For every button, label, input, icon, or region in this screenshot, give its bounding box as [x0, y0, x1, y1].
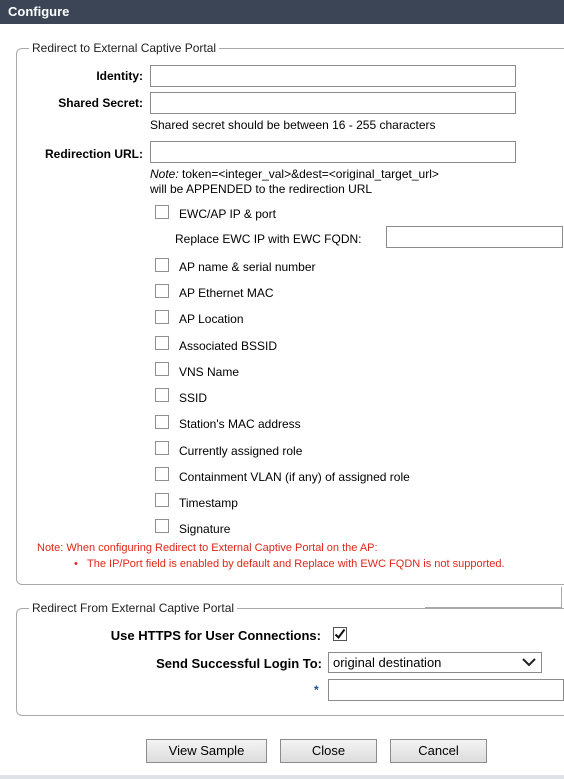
- note-text: token=<integer_val>&dest=<original_target_url>: [178, 167, 439, 181]
- current-role-checkbox[interactable]: [155, 441, 169, 455]
- send-login-select[interactable]: [328, 652, 542, 673]
- dialog-title: Configure: [0, 0, 564, 24]
- use-https-label: Use HTTPS for User Connections:: [110, 628, 321, 643]
- vns-name-label: VNS Name: [179, 365, 240, 379]
- ewc-ap-ip-port-label: EWC/AP IP & port: [179, 207, 276, 221]
- station-mac-label: Station's MAC address: [179, 417, 301, 431]
- cancel-button[interactable]: Cancel: [390, 739, 487, 763]
- associated-bssid-label: Associated BSSID: [179, 339, 278, 353]
- redirect-from-legend: Redirect From External Captive Portal: [29, 601, 237, 615]
- shared-secret-hint: Shared secret should be between 16 - 255 characters: [150, 118, 436, 132]
- checkmark-icon: [333, 627, 347, 641]
- redirection-note: [150, 167, 439, 181]
- timestamp-checkbox[interactable]: [155, 493, 169, 507]
- dialog-bottom-edge: [0, 775, 564, 779]
- timestamp-label: Timestamp: [179, 496, 238, 510]
- current-role-label: Currently assigned role: [179, 444, 303, 458]
- destination-input[interactable]: [328, 679, 564, 701]
- ap-name-serial-label: AP name & serial number: [179, 260, 316, 274]
- ewc-fqdn-input[interactable]: [386, 226, 563, 248]
- redirection-url-input[interactable]: [150, 141, 516, 163]
- ap-name-serial-checkbox[interactable]: [155, 258, 169, 272]
- required-marker: *: [314, 683, 319, 697]
- send-login-value: original destination: [333, 655, 442, 670]
- warning-title: Note: When configuring Redirect to External Captive Portal on the AP:: [37, 542, 378, 554]
- close-button[interactable]: Close: [280, 739, 377, 763]
- signature-checkbox[interactable]: [155, 519, 169, 533]
- ap-location-label: AP Location: [179, 312, 244, 326]
- warning-item: The IP/Port field is enabled by default and Replace with EWC FQDN is not supported.: [87, 558, 505, 570]
- ewc-ap-ip-port-checkbox[interactable]: [155, 205, 169, 219]
- ap-ethernet-mac-label: AP Ethernet MAC: [179, 286, 274, 300]
- station-mac-checkbox[interactable]: [155, 415, 169, 429]
- chevron-down-icon: [522, 657, 536, 667]
- use-https-checkbox[interactable]: [333, 627, 347, 641]
- note-prefix: Note:: [150, 167, 179, 181]
- shared-secret-label: Shared Secret:: [58, 96, 143, 110]
- bullet-icon: •: [74, 558, 78, 570]
- section-divider: [561, 587, 562, 607]
- redirection-note-line2: will be APPENDED to the redirection URL: [150, 182, 373, 196]
- send-login-label: Send Successful Login To:: [156, 656, 322, 671]
- redirection-url-label: Redirection URL:: [44, 147, 143, 161]
- ssid-checkbox[interactable]: [155, 388, 169, 402]
- ssid-label: SSID: [179, 391, 208, 405]
- identity-label: Identity:: [96, 69, 143, 83]
- vns-name-checkbox[interactable]: [155, 362, 169, 376]
- associated-bssid-checkbox[interactable]: [155, 336, 169, 350]
- ap-ethernet-mac-checkbox[interactable]: [155, 284, 169, 298]
- signature-label: Signature: [179, 522, 231, 536]
- shared-secret-input[interactable]: [150, 92, 516, 114]
- identity-input[interactable]: [150, 65, 516, 87]
- redirect-to-legend: Redirect to External Captive Portal: [29, 41, 219, 55]
- containment-vlan-checkbox[interactable]: [155, 467, 169, 481]
- view-sample-button[interactable]: View Sample: [146, 739, 267, 763]
- ap-location-checkbox[interactable]: [155, 310, 169, 324]
- containment-vlan-label: Containment VLAN (if any) of assigned role: [179, 470, 410, 484]
- ewc-fqdn-label: Replace EWC IP with EWC FQDN:: [175, 232, 362, 246]
